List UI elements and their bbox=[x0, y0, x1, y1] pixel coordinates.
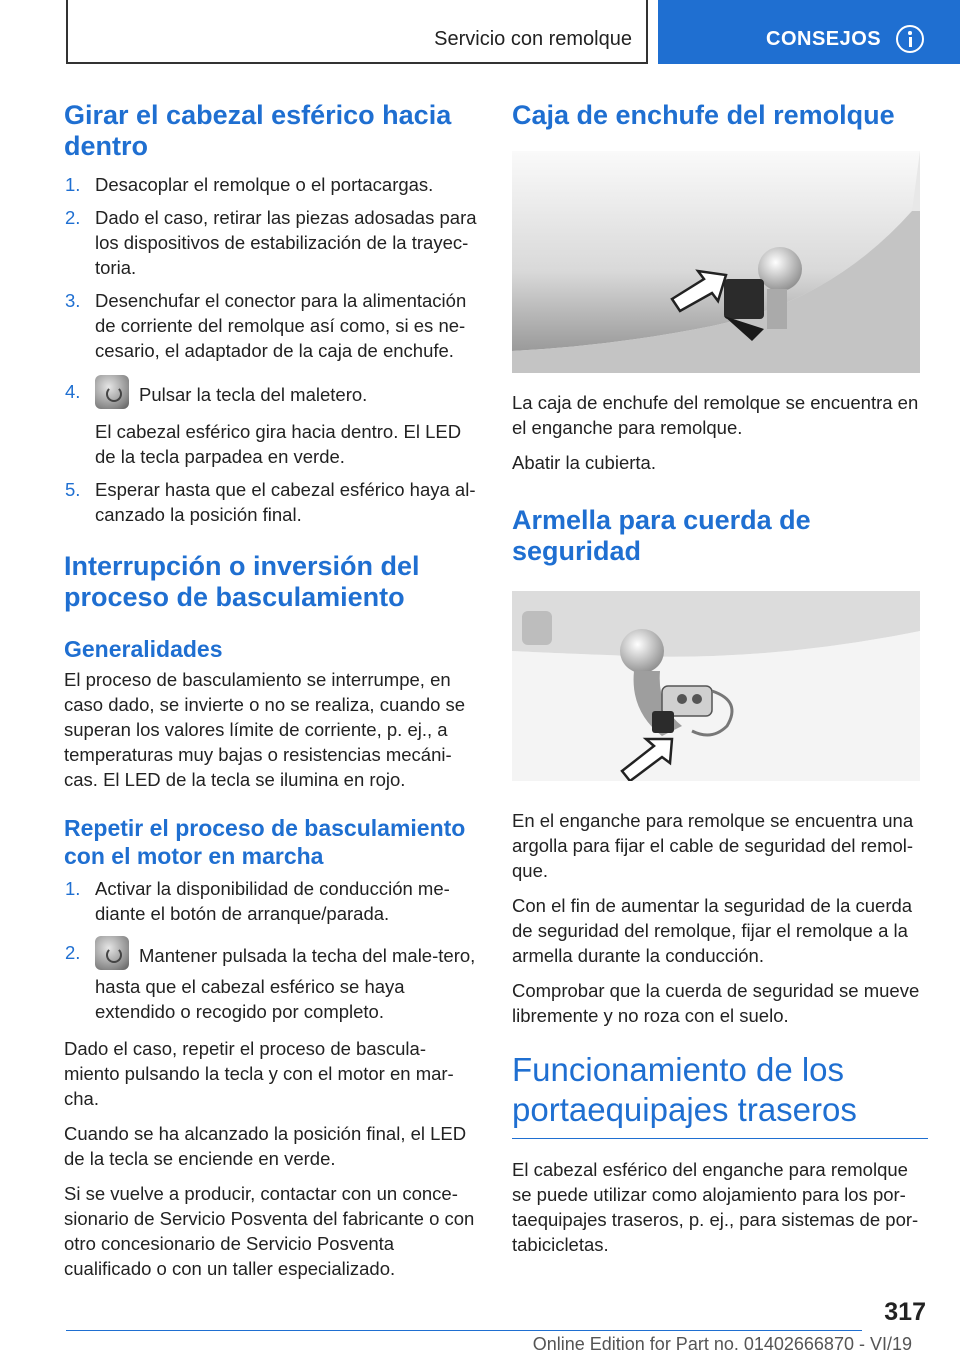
page-number: 317 bbox=[884, 1298, 926, 1326]
header-category-tab[interactable] bbox=[658, 0, 960, 64]
paragraph-fold-cover: Abatir la cubierta. bbox=[512, 452, 656, 473]
trailer-socket-illustration bbox=[512, 151, 920, 373]
header-category-label: CONSEJOS bbox=[766, 28, 882, 50]
heading-repeat-process: Repetir el proceso de basculamiento con el motor en marcha bbox=[64, 815, 466, 869]
safety-eyelet-illustration bbox=[512, 591, 920, 781]
list-item: 1. Activar la disponibilidad de conducción me-diante el botón de arranque/parada. bbox=[65, 878, 450, 924]
steps-rotate bbox=[64, 172, 480, 527]
heading-rotate-ball-head: Girar el cabezal esférico hacia dentro bbox=[64, 100, 452, 161]
list-item: 1. Desacoplar el remolque o el portacargas. bbox=[65, 174, 434, 195]
footer-edition: Online Edition for Part no. 01402666870 - VI/19 bbox=[532, 1334, 912, 1354]
heading-rear-carriers: Funcionamiento de los portaequipajes traseros bbox=[512, 1050, 928, 1139]
paragraph-general: El proceso de basculamiento se interrumpe, en caso dado, se invierte o no se realiza, cuando se superan los valores límite de corriente, p. ej., a temperaturas muy bajas o resistencias mecáni-cas. El LED de la tecla se ilumina en rojo. bbox=[64, 669, 466, 790]
trunk-button-icon bbox=[95, 936, 129, 970]
left-column bbox=[64, 100, 480, 1291]
trunk-button-icon bbox=[95, 375, 129, 409]
right-column bbox=[512, 100, 928, 1267]
info-icon bbox=[896, 25, 924, 53]
list-item: 4. Pulsar la tecla del maletero. El cabezal esférico gira hacia dentro. El LED de la tecla parpadea en verde. bbox=[64, 379, 480, 469]
heading-trailer-socket: Caja de enchufe del remolque bbox=[512, 100, 895, 130]
paragraph-check-cord: Comprobar que la cuerda de seguridad se mueve libremente y no roza con el suelo. bbox=[512, 980, 920, 1026]
paragraph-rear-carriers: El cabezal esférico del enganche para remolque se puede utilizar como alojamiento para los por-taequipajes traseros, p. ej., para sistemas de por-tabicicletas. bbox=[512, 1159, 919, 1255]
list-item: 3. Desenchufar el conector para la alimentación de corriente del remolque así como, si es ne-cesario, el adaptador de la caja de enchufe. bbox=[65, 290, 467, 361]
list-item: 2. Dado el caso, retirar las piezas adosadas para los dispositivos de estabilización de la trayec-toria. bbox=[65, 207, 477, 278]
header-section-box bbox=[66, 0, 648, 64]
heading-interruption: Interrupción o inversión del proceso de basculamiento bbox=[64, 551, 420, 612]
paragraph-repeat: Dado el caso, repetir el proceso de bascula-miento pulsando la tecla y con el motor en mar-cha. bbox=[64, 1038, 454, 1109]
heading-general: Generalidades bbox=[64, 636, 223, 662]
heading-safety-eyelet: Armella para cuerda de seguridad bbox=[512, 505, 811, 566]
paragraph-socket-location: La caja de enchufe del remolque se encuentra en el enganche para remolque. bbox=[512, 392, 919, 438]
paragraph-eyelet-location: En el enganche para remolque se encuentra una argolla para fijar el cable de seguridad del remol-que. bbox=[512, 810, 914, 881]
footer-divider bbox=[66, 1330, 862, 1331]
list-item: 5. Esperar hasta que el cabezal esférico haya al-canzado la posición final. bbox=[65, 479, 476, 525]
paragraph-final-position: Cuando se ha alcanzado la posición final, el LED de la tecla se enciende en verde. bbox=[64, 1123, 467, 1169]
header-section-title: Servicio con remolque bbox=[434, 28, 632, 50]
paragraph-eyelet-use: Con el fin de aumentar la seguridad de la cuerda de seguridad del remolque, fijar el remolque a la armella durante la conducción. bbox=[512, 895, 913, 966]
paragraph-service: Si se vuelve a producir, contactar con un conce-sionario de Servicio Posventa del fabricante o con otro concesionario de Servicio Posventa cualificado o con un taller especializado. bbox=[64, 1183, 475, 1279]
step-result-text: El cabezal esférico gira hacia dentro. El LED de la tecla parpadea en verde. bbox=[95, 421, 462, 467]
steps-repeat bbox=[64, 876, 480, 1024]
list-item: 2. Mantener pulsada la techa del male-tero, hasta que el cabezal esférico se haya extendido o recogido por completo. bbox=[64, 940, 480, 1024]
